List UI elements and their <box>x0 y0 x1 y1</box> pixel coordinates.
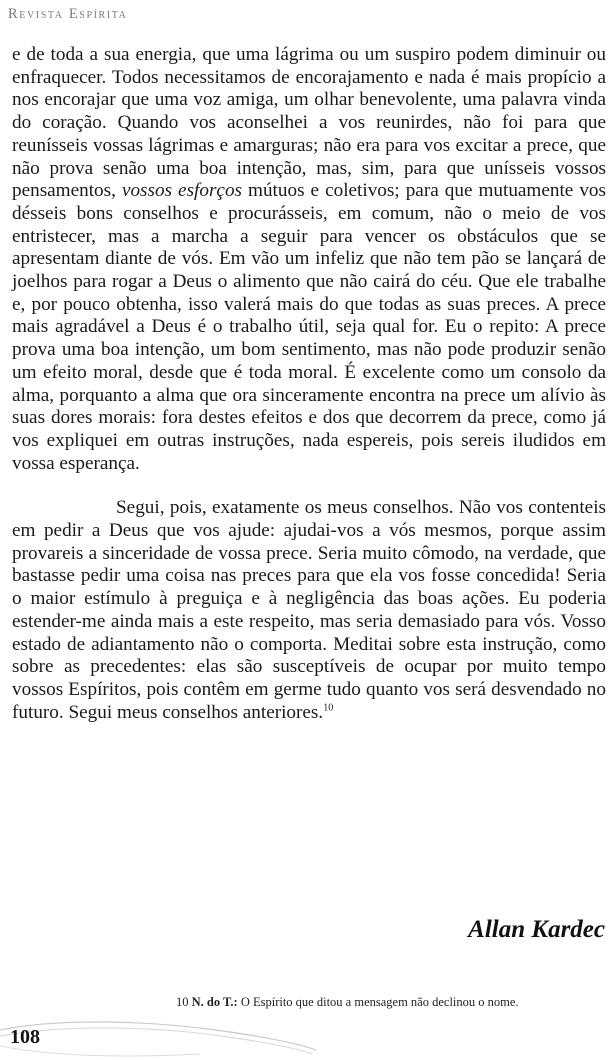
footnote-label: N. do T.: <box>191 995 238 1009</box>
italic-phrase: vossos esforços <box>121 180 243 202</box>
paragraph-2 <box>12 497 606 724</box>
footnote-text: O Espírito que ditou a mensagem não declinou o nome. <box>237 995 519 1009</box>
page-swoosh-decoration <box>0 1016 320 1060</box>
signature: Allan Kardec <box>468 916 605 943</box>
paragraph-1 <box>12 44 606 475</box>
body-text <box>12 44 606 724</box>
footnote <box>176 995 519 1010</box>
paragraph-1-part-b: mútuos e coletivos; para que mutuamente vos désseis bons conselhos e procurásseis, em comum, não o meio de vos entristecer, mas a marcha a seguir para vencer os obstáculos que se apresentam diante de vós. Em vão um infeliz que não tem pão se lançará de joelhos para rogar a Deus o alimento que não cairá do céu. Que ele trabalhe e, por pouco obtenha, isso valerá mais do que todas as suas preces. A prece mais agradável a Deus é o trabalho útil, seja qual for. Eu o repito: A prece prova uma boa intenção, um bom sentimento, mas não pode produzir senão um efeito moral, desde que é toda moral. É excelente como um consolo da alma, porquanto a alma que ora sinceramente encontra na prece um alívio às suas dores morais: fora destes efeitos e dos que decorrem da prece, como já vos expliquei em outras instruções, nada espereis, pois sereis iludidos em vossa esperança. <box>12 180 606 474</box>
page-number: 108 <box>10 1026 40 1048</box>
paragraph-1-part-a: e de toda a sua energia, que uma lágrima ou um suspiro podem diminuir ou enfraquecer. Todos necessitamos de encorajamento e nada é mais propício a nos encorajar que uma voz amiga, um olhar benevolente, uma palavra vinda do coração. Quando vos aconselhei a vos reunirdes, não foi para que reunísseis vossas lágrimas e amarguras; não era para vos excitar a prece, que não prova senão uma boa intenção, mas, sim, para que unísseis vossos pensamentos, <box>12 44 606 202</box>
running-header: Revista Espírita <box>8 6 128 22</box>
paragraph-2-text: Segui, pois, exatamente os meus conselhos. Não vos contenteis em pedir a Deus que vos ajude: ajudai-vos a vós mesmos, porque assim provareis a sinceridade de vossa prece. Seria muito cômodo, na verdade, que bastasse pedir uma coisa nas preces para que ela vos fosse concedida! Seria o maior estímulo à preguiça e à negligência das boas ações. Eu poderia estender-me ainda mais a este respeito, mas seria demasiado para vós. Vosso estado de adiantamento não o comporta. Meditai sobre esta instrução, como sobre as precedentes: elas são susceptíveis de ocupar por muito tempo vossos Espíritos, pois contêm em germe tudo quanto vos será desvendado no futuro. Segui meus conselhos anteriores. <box>12 497 606 723</box>
footnote-number: 10 <box>176 995 189 1009</box>
footnote-reference[interactable]: 10 <box>323 702 334 714</box>
